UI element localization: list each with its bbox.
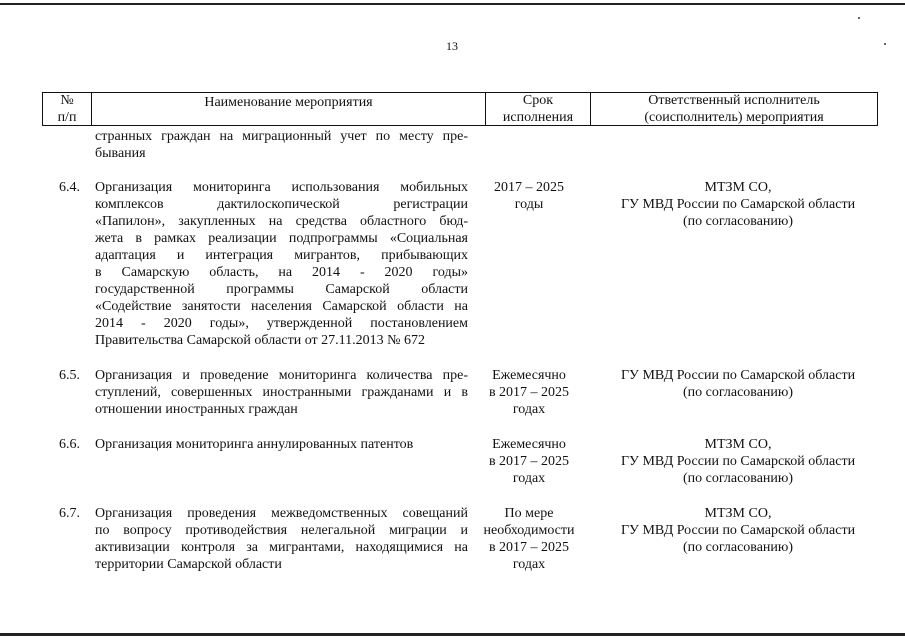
row-term-line: По мере <box>504 506 554 521</box>
row-name <box>95 128 468 162</box>
header-responsible-line-1: Ответственный исполнитель <box>648 93 820 108</box>
row-name <box>95 505 468 573</box>
row-name-line: Организация мониторинга аннулированных патентов <box>95 437 414 452</box>
row-term-line: 2017 – 2025 <box>494 180 564 195</box>
row-number: 6.6. <box>59 437 80 452</box>
scan-speck <box>858 17 860 19</box>
row-number: 6.7. <box>59 506 80 521</box>
header-cell-name <box>92 93 486 125</box>
row-term-line: в 2017 – 2025 <box>488 454 570 469</box>
row-responsible <box>598 436 878 487</box>
row-responsible <box>598 505 878 556</box>
row-responsible <box>598 367 878 401</box>
row-responsible-line: (по согласованию) <box>682 471 794 486</box>
row-term <box>476 179 582 213</box>
scan-speck <box>884 43 886 45</box>
row-term-line: в 2017 – 2025 <box>488 385 570 400</box>
row-name-line: Организация проведения межведомственных совещаний <box>95 506 468 521</box>
header-name-label: Наименование мероприятия <box>204 95 373 110</box>
row-term-line: годах <box>512 402 546 417</box>
row-responsible-line: ГУ МВД России по Самарской области <box>620 454 856 469</box>
row-name-line: адаптация и интеграция мигрантов, прибывающих <box>95 248 468 263</box>
row-term-line: необходимости <box>483 523 575 538</box>
row-name-line: Организация мониторинга использования мобильных <box>95 180 468 195</box>
row-name <box>95 436 468 453</box>
row-name-line: Организация и проведение мониторинга количества пре- <box>95 368 468 383</box>
row-responsible-line: ГУ МВД России по Самарской области <box>620 197 856 212</box>
row-responsible-line: (по согласованию) <box>682 540 794 555</box>
row-name-line: по вопросу противодействия нелегальной миграции и <box>95 523 468 538</box>
row-name <box>95 367 468 418</box>
row-name-line: «Содействие занятости населения Самарской области на <box>95 299 468 314</box>
header-term-line-2: исполнения <box>502 110 574 125</box>
table-header <box>42 92 878 126</box>
header-number-line-2: п/п <box>57 110 77 125</box>
header-cell-responsible <box>591 93 877 125</box>
row-name-line: Правительства Самарской области от 27.11.2013 № 672 <box>95 333 425 348</box>
row-number: 6.5. <box>59 368 80 383</box>
top-border-rule <box>0 3 905 5</box>
row-term-line: Ежемесячно <box>492 437 566 452</box>
row-name <box>95 179 468 349</box>
row-term-line: годах <box>512 471 546 486</box>
header-term-line-1: Срок <box>522 93 554 108</box>
bottom-border-rule <box>0 633 905 636</box>
header-cell-number <box>43 93 92 125</box>
row-name-line: «Папилон», закупленных на средства областного бюд- <box>95 214 468 229</box>
row-name-line: ступлений, совершенных иностранными гражданами и в <box>95 385 468 400</box>
row-responsible-line: МТЗМ СО, <box>704 437 772 452</box>
row-name-line: государственной программы Самарской области <box>95 282 468 297</box>
row-name-line: активизации контроля за мигрантами, находящимися на <box>95 540 468 555</box>
row-term-line: в 2017 – 2025 <box>488 540 570 555</box>
row-responsible-line: (по согласованию) <box>682 385 794 400</box>
row-name-line: территории Самарской области <box>95 557 282 572</box>
row-term-line: годах <box>512 557 546 572</box>
row-term <box>476 436 582 487</box>
row-name-line: бывания <box>95 146 146 161</box>
header-number-line-1: № <box>60 93 74 108</box>
row-term-line: Ежемесячно <box>492 368 566 383</box>
row-responsible-line: (по согласованию) <box>682 214 794 229</box>
row-name-line: странных граждан на миграционный учет по месту пре- <box>95 129 468 144</box>
row-name-line: отношении иностранных граждан <box>95 402 298 417</box>
row-term <box>476 505 582 573</box>
row-responsible-line: ГУ МВД России по Самарской области <box>620 523 856 538</box>
row-responsible <box>598 179 878 230</box>
header-cell-term <box>486 93 591 125</box>
row-term-line: годы <box>514 197 544 212</box>
row-name-line: жета в рамках реализации подпрограммы «Социальная <box>95 231 468 246</box>
row-responsible-line: МТЗМ СО, <box>704 506 772 521</box>
header-responsible-line-2: (соисполнитель) мероприятия <box>644 110 824 125</box>
row-number: 6.4. <box>59 180 80 195</box>
row-name-line: в Самарскую область, на 2014 - 2020 годы» <box>95 265 468 280</box>
row-name-line: 2014 - 2020 годы», утвержденной постановлением <box>95 316 468 331</box>
row-term <box>476 367 582 418</box>
row-responsible-line: МТЗМ СО, <box>704 180 772 195</box>
row-name-line: комплексов дактилоскопической регистрации <box>95 197 468 212</box>
page-number: 13 <box>446 39 458 53</box>
row-responsible-line: ГУ МВД России по Самарской области <box>620 368 856 383</box>
